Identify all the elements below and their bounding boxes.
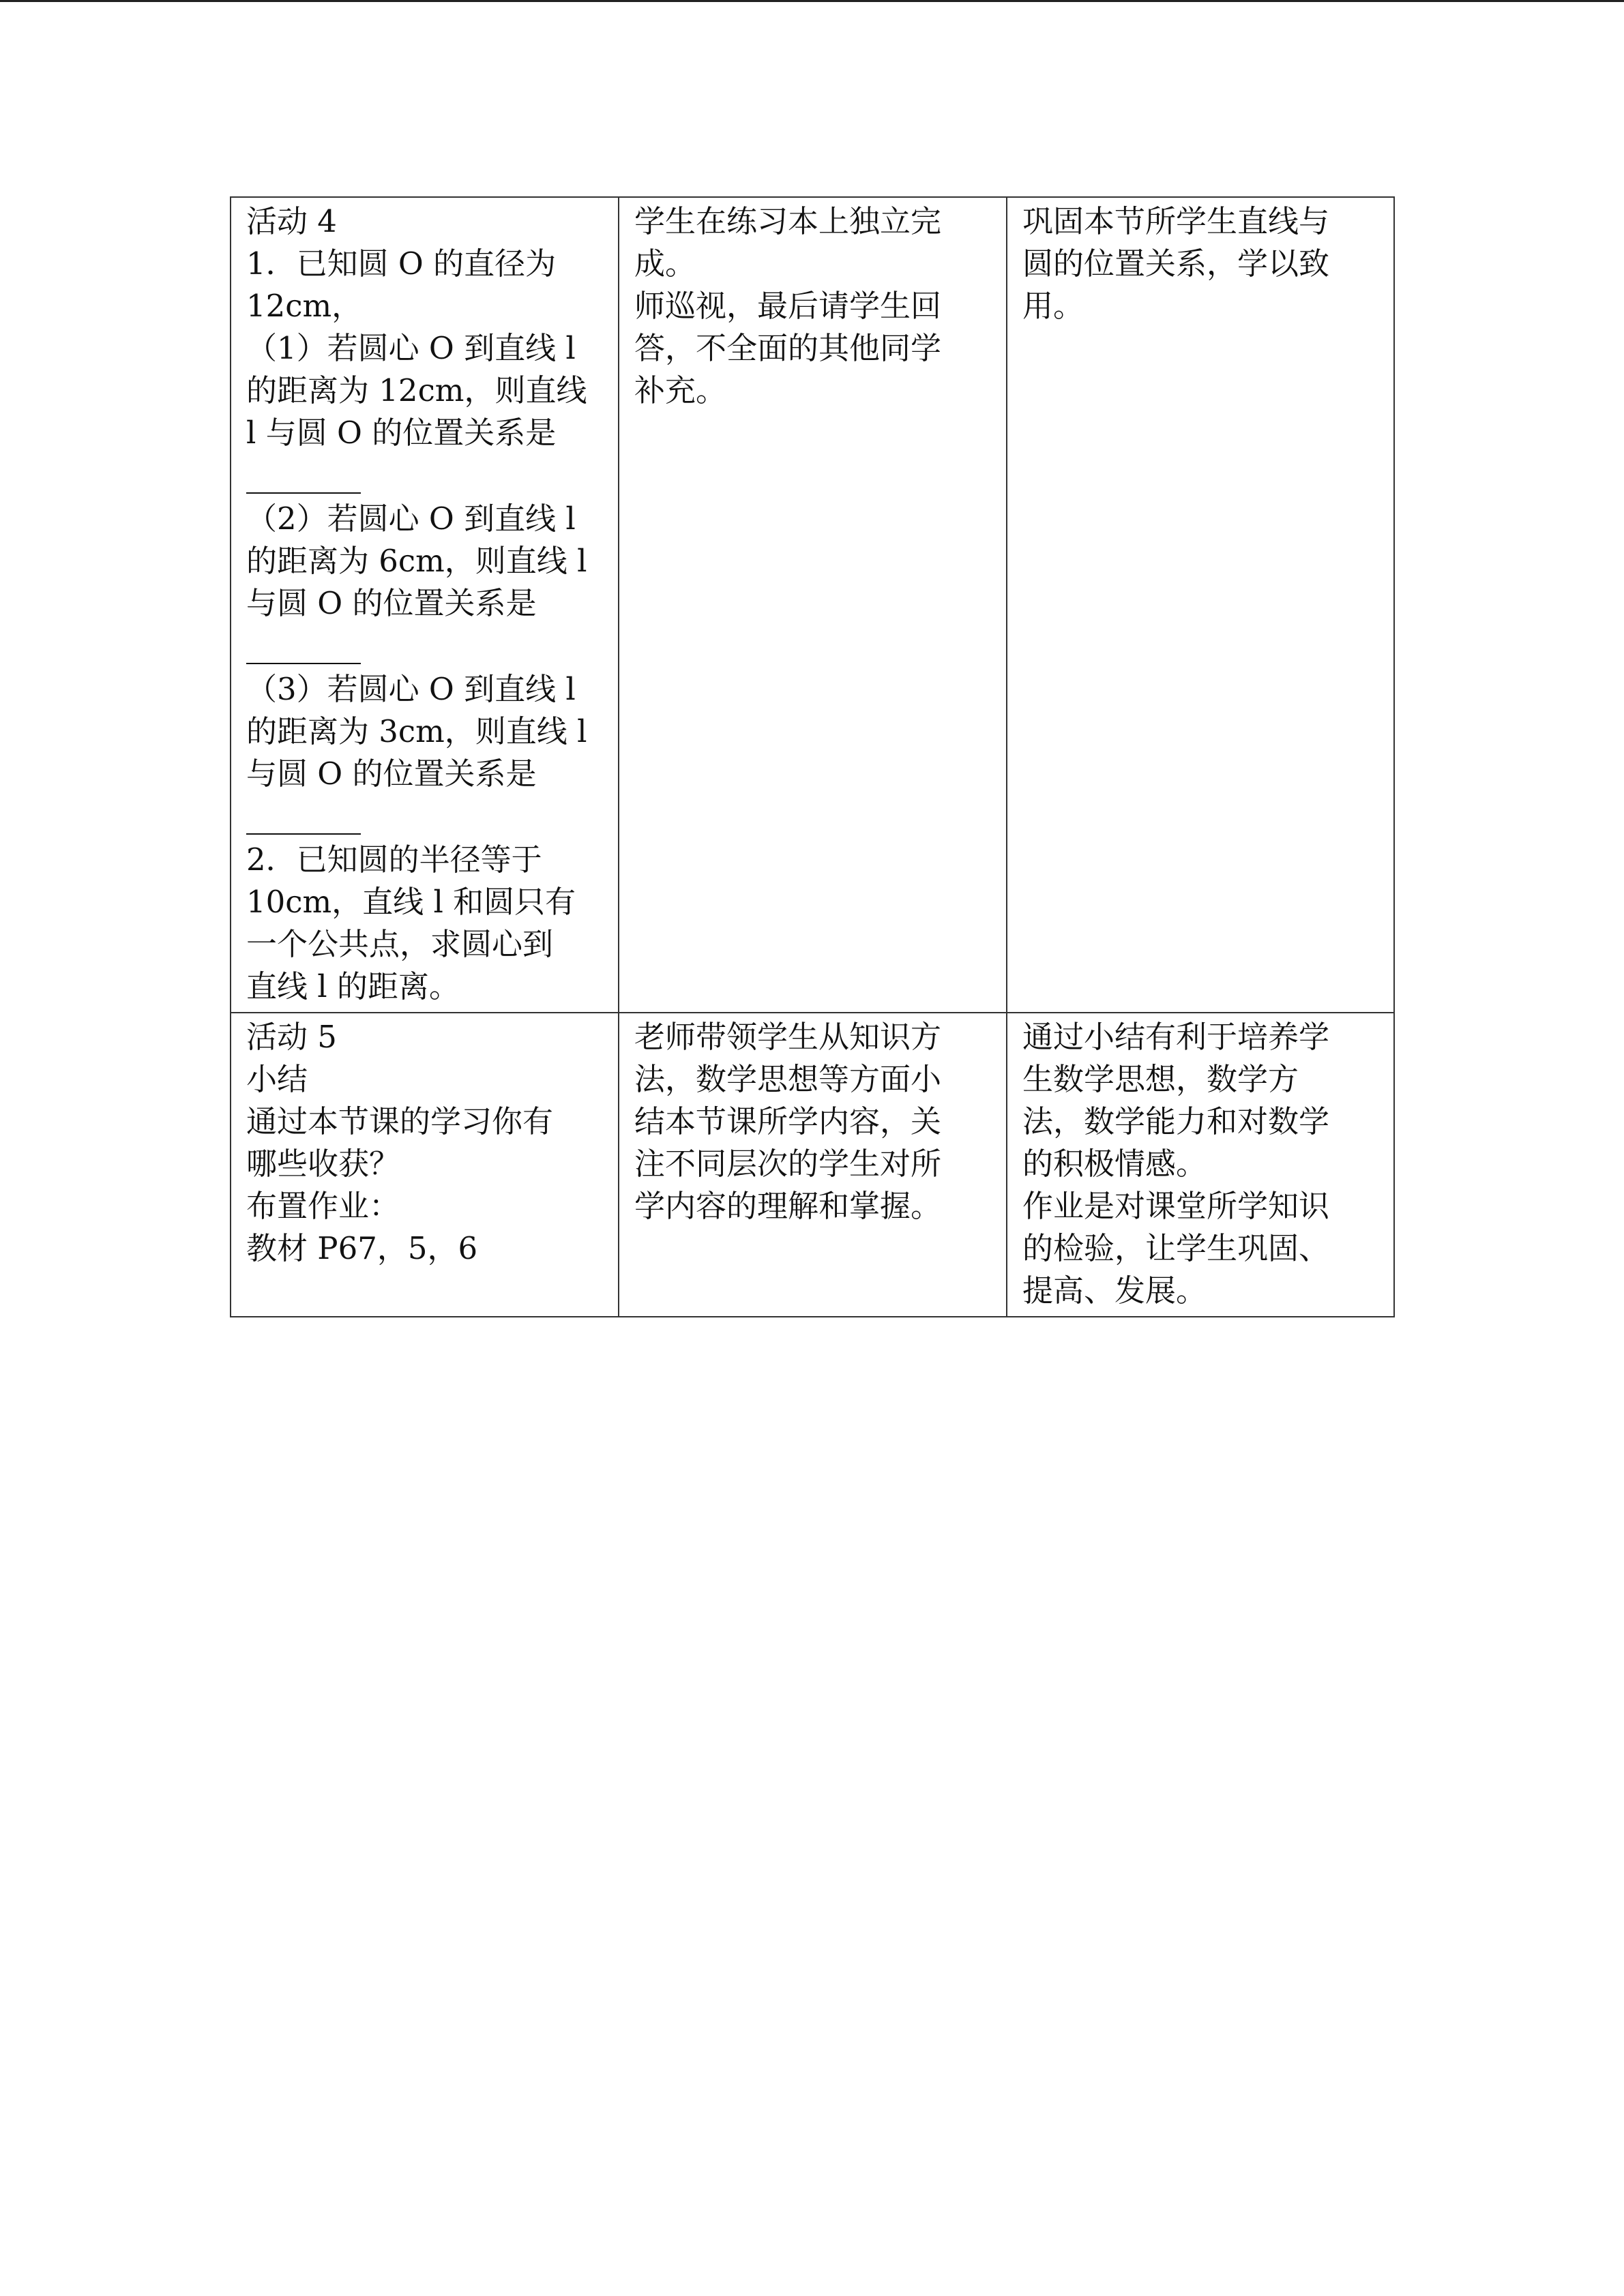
answer-blank	[246, 795, 361, 835]
activity-text-line: 直线 l 的距离。	[246, 968, 460, 1004]
teacher-text-line: 师巡视，最后请学生回	[634, 288, 942, 324]
activity-text-line: 1．已知圆 O 的直径为	[246, 245, 557, 282]
teacher-text-line: 学内容的理解和掌握。	[634, 1188, 942, 1224]
activity-text-line: 小结	[246, 1061, 308, 1097]
activity-text-line: 通过本节课的学习你有	[246, 1103, 554, 1139]
teacher-text-line: 结本节课所学内容，关	[634, 1103, 942, 1139]
intent-text-line: 的检验，让学生巩固、	[1022, 1230, 1330, 1266]
lesson-plan-table	[230, 196, 1395, 1317]
activity-text-line: 的距离为 3cm，则直线 l	[246, 713, 587, 749]
table-row-activity-4	[231, 197, 1394, 1013]
intent-text-line: 通过小结有利于培养学	[1022, 1019, 1330, 1055]
activity-text-line: 与圆 O 的位置关系是	[246, 756, 537, 792]
activity-cell	[231, 197, 619, 1013]
activity-text-line: 布置作业：	[246, 1188, 400, 1224]
intent-text-line: 的积极情感。	[1022, 1146, 1207, 1182]
activity-text-line: 的距离为 12cm，则直线	[246, 372, 587, 408]
teacher-activity-cell	[619, 197, 1007, 1013]
activity-text-line: （2）若圆心 O 到直线 l	[246, 501, 576, 537]
activity-text-line: 2．已知圆的半径等于	[246, 841, 542, 878]
activity-text-line: 与圆 O 的位置关系是	[246, 585, 537, 621]
activity-text-line: （1）若圆心 O 到直线 l	[246, 330, 576, 366]
teacher-text-line: 补充。	[634, 372, 727, 408]
answer-blank	[246, 454, 361, 494]
activity-cell	[231, 1013, 619, 1317]
activity-text-line: l 与圆 O 的位置关系是	[246, 415, 557, 451]
design-intent-cell	[1007, 197, 1394, 1013]
answer-blank	[246, 625, 361, 664]
activity-text-line: 一个公共点，求圆心到	[246, 926, 554, 962]
activity-title: 活动 4	[246, 203, 337, 239]
table-row-activity-5	[231, 1013, 1394, 1317]
activity-text-line: 哪些收获？	[246, 1146, 400, 1182]
teacher-text-line: 学生在练习本上独立完	[634, 203, 942, 239]
teacher-text-line: 注不同层次的学生对所	[634, 1146, 942, 1182]
intent-text-line: 生数学思想，数学方	[1022, 1061, 1299, 1097]
activity-text-line: 12cm，	[246, 288, 363, 324]
teacher-text-line: 法，数学思想等方面小	[634, 1061, 942, 1097]
teacher-activity-cell	[619, 1013, 1007, 1317]
activity-text-line: 教材 P67，5，6	[246, 1230, 478, 1266]
activity-text-line: 10cm，直线 l 和圆只有	[246, 884, 576, 920]
intent-text-line: 提高、发展。	[1022, 1272, 1207, 1309]
intent-text-line: 圆的位置关系，学以致	[1022, 245, 1330, 282]
activity-text-line: （3）若圆心 O 到直线 l	[246, 671, 576, 707]
design-intent-cell	[1007, 1013, 1394, 1317]
activity-title: 活动 5	[246, 1019, 337, 1055]
intent-text-line: 巩固本节所学生直线与	[1022, 203, 1330, 239]
teacher-text-line: 成。	[634, 245, 696, 282]
teacher-text-line: 答，不全面的其他同学	[634, 330, 942, 366]
intent-text-line: 法，数学能力和对数学	[1022, 1103, 1330, 1139]
page-top-border	[0, 0, 1624, 2]
intent-text-line: 作业是对课堂所学知识	[1022, 1188, 1330, 1224]
intent-text-line: 用。	[1022, 288, 1084, 324]
teacher-text-line: 老师带领学生从知识方	[634, 1019, 942, 1055]
activity-text-line: 的距离为 6cm，则直线 l	[246, 543, 587, 579]
